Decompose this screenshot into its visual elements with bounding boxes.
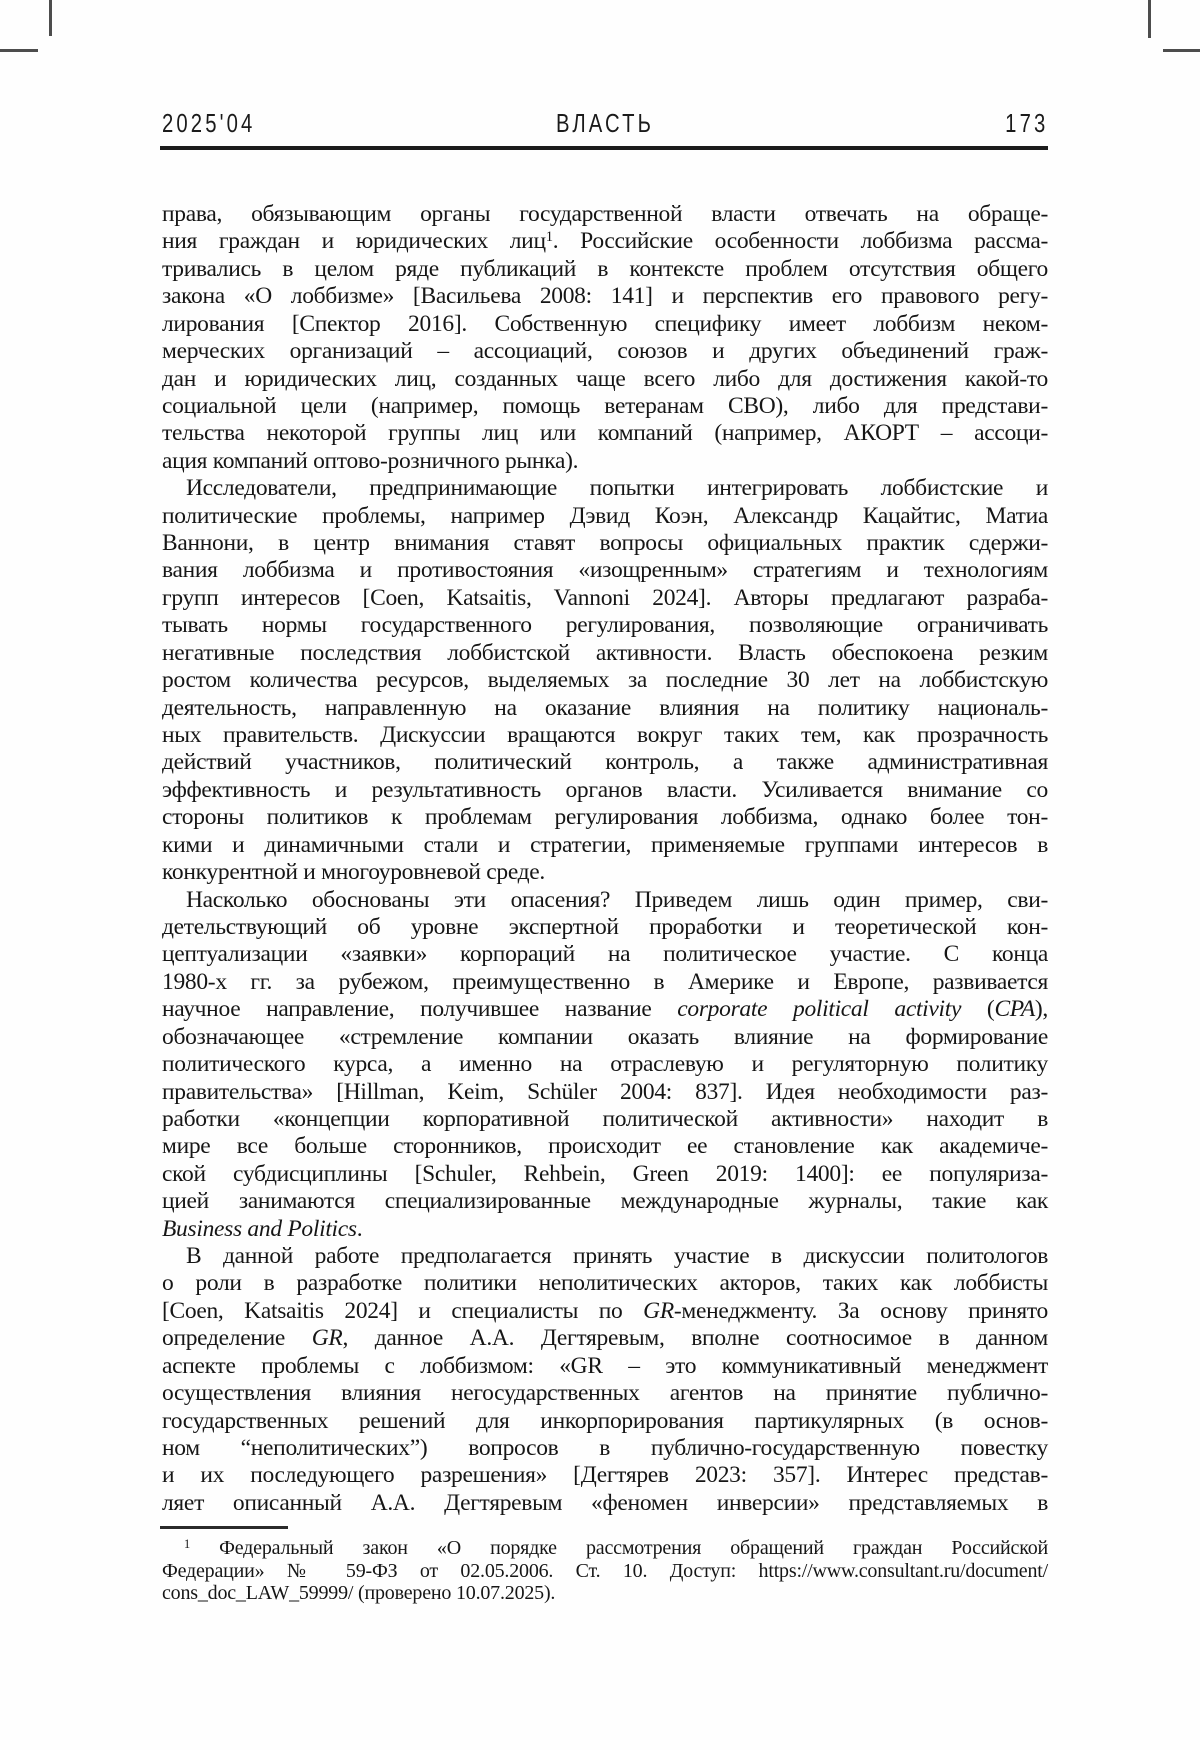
header-rule — [160, 146, 1048, 150]
text-line: социальной цели (например, помощь ветеранам СВО), либо для представи- — [162, 392, 1048, 419]
text-line: Насколько обоснованы эти опасения? Приведем лишь один пример, сви- — [186, 886, 1048, 913]
text-line: В данной работе предполагается принять участие в дискуссии политологов — [186, 1243, 1048, 1270]
text-line: государственных решений для инкорпорирования партикулярных (в основ- — [162, 1407, 1048, 1434]
text-line: тывать нормы государственного регулирования, позволяющие ограничивать — [162, 612, 1048, 639]
text-line: детельствующий об уровне экспертной проработки и теоретической кон- — [162, 913, 1048, 940]
text-line: эффективность и результативность органов власти. Усиливается внимание со — [162, 776, 1048, 803]
text-line: Ваннони, в центр внимания ставят вопросы официальных практик сдержи- — [162, 530, 1048, 557]
page-number: 173 — [1004, 108, 1048, 138]
text-line: кими и динамичными стали и стратегии, применяемые группами интересов в — [162, 831, 1048, 858]
text-line: деятельность, направленную на оказание влияния на политику националь- — [162, 694, 1048, 721]
text-line: мерческих организаций – ассоциаций, союзов и других объединений граж- — [162, 338, 1048, 365]
journal-issue: 2025'04 — [162, 108, 256, 138]
footnote-line: cons_doc_LAW_59999/ (проверено 10.07.2025). — [162, 1582, 556, 1605]
text-line: ном “неполитических”) вопросов в публично-государственную повестку — [162, 1434, 1048, 1461]
footnote-line: Федерации» № 59-ФЗ от 02.05.2006. Ст. 10. Доступ: https://www.consultant.ru/document/ — [162, 1559, 1048, 1582]
text-line: Business and Politics. — [162, 1215, 363, 1242]
footnote — [162, 1537, 1048, 1605]
text-line: ных правительств. Дискуссии вращаются вокруг таких тем, как прозрачность — [162, 722, 1048, 749]
text-line: ской субдисциплины [Schuler, Rehbein, Green 2019: 1400]: ее популяриза- — [162, 1160, 1048, 1187]
text-line: права, обязывающим органы государственной власти отвечать на обраще- — [162, 201, 1048, 227]
text-line: тельства некоторой группы лиц или компаний (например, АКОРТ – ассоци- — [162, 420, 1048, 447]
journal-title: ВЛАСТЬ — [555, 108, 655, 138]
crop-mark-top-right-horizontal — [1163, 49, 1200, 52]
text-line: политические проблемы, например Дэвид Коэн, Александр Кацайтис, Матиа — [162, 502, 1048, 529]
text-line: 1980-х гг. за рубежом, преимущественно в Америке и Европе, развивается — [162, 968, 1048, 995]
running-header — [162, 108, 1048, 140]
text-line: осуществления влияния негосударственных агентов на принятие публично- — [162, 1380, 1048, 1407]
text-line: научное направление, получившее название corporate political activity (CPA), — [162, 996, 1049, 1023]
text-line: правительства» [Hillman, Keim, Schüler 2004: 837]. Идея необходимости раз- — [162, 1078, 1048, 1105]
article-body — [162, 201, 1048, 1517]
text-line: и их последующего разрешения» [Дегтярев 2023: 357]. Интерес представ- — [162, 1462, 1048, 1489]
footnote-line: $^1$ Федеральный закон «О порядке рассмотрения обращений граждан Российской — [184, 1536, 1048, 1559]
text-line: политического курса, а именно на отраслевую и регуляторную политику — [162, 1051, 1048, 1078]
text-line: групп интересов [Coen, Katsaitis, Vannoni 2024]. Авторы предлагают разраба- — [162, 584, 1048, 611]
text-line: дан и юридических лиц, созданных чаще всего либо для достижения какой-то — [162, 365, 1048, 392]
text-line: конкурентной и многоуровневой среде. — [162, 859, 545, 886]
text-line: цептуализации «заявки» корпораций на политическое участие. С конца — [162, 941, 1048, 968]
text-line: ация компаний оптово-розничного рынка). — [162, 447, 579, 474]
text-line: определение GR, данное А.А. Дегтяревым, вполне соотносимое в данном — [162, 1325, 1048, 1352]
text-line: стороны политиков к проблемам регулирования лоббизма, однако более тон- — [162, 804, 1048, 831]
text-line: вания лоббизма и противостояния «изощренным» стратегиям и технологиям — [162, 557, 1048, 584]
crop-mark-top-left-horizontal — [0, 49, 38, 52]
text-line: негативные последствия лоббистской активности. Власть обеспокоена резким — [162, 639, 1048, 666]
footnote-separator-rule — [160, 1526, 288, 1529]
text-line: аспекте проблемы с лоббизмом: «GR – это коммуникативный менеджмент — [162, 1352, 1048, 1379]
text-line: лирования [Спектор 2016]. Собственную специфику имеет лоббизм неком- — [162, 310, 1048, 337]
text-line: мире все больше сторонников, происходит ее становление как академиче- — [162, 1133, 1048, 1160]
crop-mark-top-right-vertical — [1148, 0, 1151, 38]
text-line: ростом количества ресурсов, выделяемых за последние 30 лет на лоббистскую — [162, 667, 1048, 694]
text-line: обозначающее «стремление компании оказать влияние на формирование — [162, 1023, 1048, 1050]
text-line: работки «концепции корпоративной политической активности» находит в — [162, 1105, 1048, 1132]
text-line: о роли в разработке политики неполитических акторов, таких как лоббисты — [162, 1270, 1048, 1297]
text-line: ляет описанный А.А. Дегтяревым «феномен инверсии» представляемых в — [162, 1489, 1048, 1516]
text-line: ния граждан и юридических лиц$^1$. Российские особенности лоббизма рассма- — [162, 228, 1048, 255]
crop-mark-top-left-vertical — [49, 0, 52, 36]
text-line: цией занимаются специализированные международные журналы, такие как — [162, 1188, 1048, 1215]
text-line: закона «О лоббизме» [Васильева 2008: 141] и перспектив его правового регу- — [162, 283, 1048, 310]
text-line: [Coen, Katsaitis 2024] и специалисты по GR-менеджменту. За основу принято — [162, 1297, 1048, 1324]
text-line: действий участников, политический контроль, а также административная — [162, 749, 1048, 776]
text-line: тривались в целом ряде публикаций в контексте проблем отсутствия общего — [162, 255, 1048, 282]
text-line: Исследователи, предпринимающие попытки интегрировать лоббистские и — [186, 475, 1048, 502]
